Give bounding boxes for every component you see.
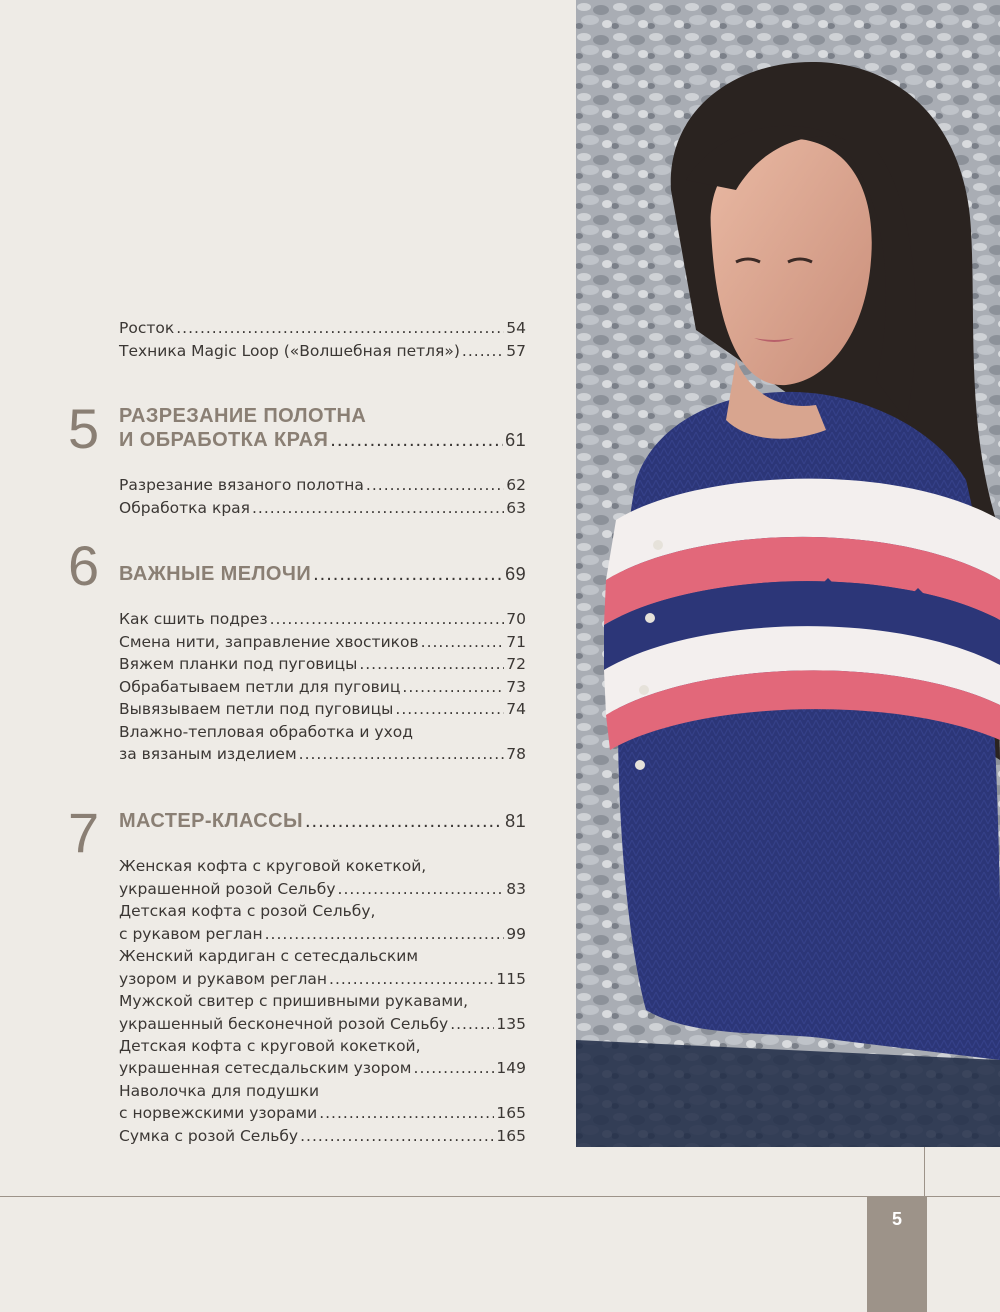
toc-entry-label: украшенный бесконечной розой Сельбу — [119, 1015, 449, 1033]
leader-dots — [176, 317, 504, 339]
toc-entry-page: 57 — [506, 342, 526, 360]
chapter-title: И ОБРАБОТКА КРАЯ — [119, 429, 329, 451]
toc-entry[interactable] — [119, 474, 526, 496]
chapter-number: 7 — [68, 801, 100, 864]
toc-entry-label: украшенной розой Сельбу — [119, 880, 336, 898]
toc-entry[interactable] — [119, 653, 526, 675]
toc-entry-label: Обработка края — [119, 499, 250, 517]
leader-dots — [299, 743, 505, 765]
toc-entry-label-line1: Женская кофта с круговой кокеткой, — [119, 857, 427, 875]
toc-entry-page: 99 — [506, 925, 526, 943]
toc-entry-label-line1: Мужской свитер с пришивными рукавами, — [119, 992, 469, 1010]
toc-entry-label: Разрезание вязаного полотна — [119, 476, 364, 494]
leader-dots — [330, 428, 503, 452]
toc-entry-label: украшенная сетесдальским узором — [119, 1059, 412, 1077]
toc-entry[interactable] — [119, 968, 526, 990]
toc-entry-page: 70 — [506, 610, 526, 628]
chapter-number: 5 — [68, 397, 100, 460]
leader-dots — [414, 1057, 495, 1079]
toc-entry-page: 71 — [506, 633, 526, 651]
toc-entry[interactable] — [119, 497, 526, 519]
toc-entry[interactable] — [119, 1057, 526, 1079]
leader-dots — [265, 923, 505, 945]
toc-entry[interactable] — [119, 698, 526, 720]
toc-entry-label-line1: Наволочка для подушки — [119, 1082, 320, 1100]
toc-entry[interactable] — [119, 608, 526, 630]
toc-entry-label: Как сшить подрез — [119, 610, 268, 628]
toc-entry-label: Обрабатываем петли для пуговиц — [119, 678, 401, 696]
leader-dots — [462, 340, 504, 362]
toc-entry[interactable] — [119, 923, 526, 945]
toc-entry-label: с норвежскими узорами — [119, 1104, 318, 1122]
toc-entry-page: 72 — [506, 655, 526, 673]
chapter-title: ВАЖНЫЕ МЕЛОЧИ — [119, 563, 312, 585]
leader-dots — [421, 631, 505, 653]
chapter-title: РАЗРЕЗАНИЕ ПОЛОТНА — [119, 405, 367, 427]
toc-entry-page: 83 — [506, 880, 526, 898]
toc-entry-label: Вяжем планки под пуговицы — [119, 655, 358, 673]
toc-entry-label: Вывязываем петли под пуговицы — [119, 700, 394, 718]
toc-entry-label: Росток — [119, 319, 175, 337]
toc-entry-label-line1: Детская кофта с розой Сельбу, — [119, 902, 376, 920]
footer-divider-vertical — [924, 1147, 925, 1197]
chapter-number: 6 — [68, 534, 100, 597]
toc-entry-label-line1: Женский кардиган с сетесдальским — [119, 947, 419, 965]
toc-entry-page: 78 — [506, 745, 526, 763]
toc-entry-label: Сумка с розой Сельбу — [119, 1127, 299, 1145]
toc-entry-label: с рукавом реглан — [119, 925, 263, 943]
toc-entry[interactable] — [119, 317, 526, 339]
toc-entry[interactable] — [119, 1013, 526, 1035]
toc-entry[interactable] — [119, 743, 526, 765]
page-number: 5 — [891, 1209, 902, 1229]
chapter-heading[interactable] — [119, 428, 526, 452]
toc-entry[interactable] — [119, 676, 526, 698]
model-photo — [576, 0, 1000, 1147]
leader-dots — [329, 968, 494, 990]
leader-dots — [338, 878, 505, 900]
leader-dots — [402, 676, 504, 698]
leader-dots — [300, 1125, 494, 1147]
leader-dots — [305, 809, 503, 833]
toc-entry[interactable] — [119, 1125, 526, 1147]
footer-divider — [0, 1196, 1000, 1197]
toc-entry-page: 149 — [496, 1059, 526, 1077]
toc-entry[interactable] — [119, 631, 526, 653]
chapter-page: 61 — [505, 430, 526, 450]
toc-entry-page: 74 — [506, 700, 526, 718]
leader-dots — [450, 1013, 494, 1035]
leader-dots — [313, 562, 503, 586]
toc-entry-page: 54 — [506, 319, 526, 337]
toc-entry-page: 63 — [506, 499, 526, 517]
chapter-title: МАСТЕР-КЛАССЫ — [119, 810, 303, 832]
toc-entry-page: 73 — [506, 678, 526, 696]
leader-dots — [395, 698, 504, 720]
leader-dots — [319, 1102, 494, 1124]
chapter-heading[interactable] — [119, 562, 526, 586]
toc-entry-label-line1: Детская кофта с круговой кокеткой, — [119, 1037, 421, 1055]
leader-dots — [366, 474, 504, 496]
leader-dots — [270, 608, 505, 630]
toc-entry-label: узором и рукавом реглан — [119, 970, 328, 988]
leader-dots — [359, 653, 504, 675]
chapter-page: 81 — [505, 811, 526, 831]
chapter-heading[interactable] — [119, 809, 526, 833]
toc-entry-label: Смена нити, заправление хвостиков — [119, 633, 419, 651]
toc-entry-page: 115 — [496, 970, 526, 988]
toc-entry-page: 165 — [496, 1104, 526, 1122]
toc-entry-label: за вязаным изделием — [119, 745, 297, 763]
toc-entry-page: 62 — [506, 476, 526, 494]
toc-entry-page: 135 — [496, 1015, 526, 1033]
leader-dots — [252, 497, 504, 519]
toc-entry[interactable] — [119, 878, 526, 900]
toc-entry[interactable] — [119, 340, 526, 362]
chapter-page: 69 — [505, 564, 526, 584]
toc-entry-label: Техника Magic Loop («Волшебная петля») — [119, 342, 460, 360]
toc-entry-page: 165 — [496, 1127, 526, 1145]
toc-entry[interactable] — [119, 1102, 526, 1124]
toc-entry-label-line1: Влажно-тепловая обработка и уход — [119, 723, 413, 741]
